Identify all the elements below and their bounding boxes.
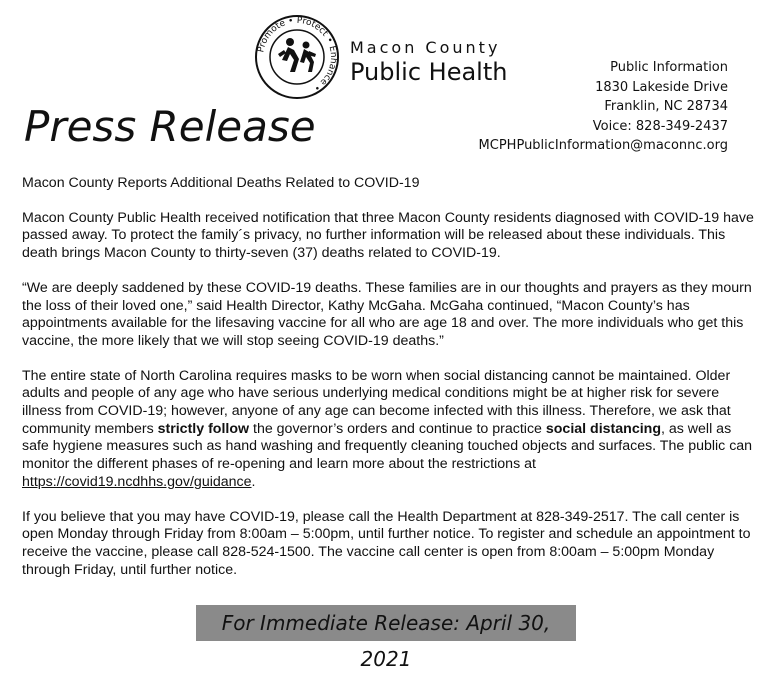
release-date-banner: For Immediate Release: April 30, 2021 (196, 605, 576, 641)
paragraph-1: Macon County Public Health received notification that three Macon County residents diagnosed with COVID-19 have passed away. To protect the family´s privacy, no further information will be released about these individuals. This death brings Macon County to thirty-seven (37) deaths related to COVID-19. (22, 209, 754, 262)
contact-block (479, 58, 728, 156)
contact-email: MCPHPublicInformation@maconnc.org (478, 138, 728, 153)
paragraph-3 (22, 368, 758, 492)
paragraph-3-bold-1: strictly follow (157, 420, 250, 437)
paragraph-3-bold-2: social distancing (545, 420, 661, 437)
paragraph-2: “We are deeply saddened by these COVID-19 deaths. These families are in our thoughts and prayers as they mourn the loss of their loved one,” said Health Director, Kathy McGaha. McGaha continued, “Macon County’s has appointments available for the lifesaving vaccine for all who are age 18 and over. The more individuals who get this vaccine, the more likely that we will stop seeing COVID-19 deaths.” (22, 279, 752, 349)
paragraph-3-text-a: The entire state of North Carolina requires masks to be worn when social distancing cannot be maintained. Older adults and people of any age who have serious underlying medical conditions might be at higher risk for severe illness from COVID-19; however, anyone of any age can become infected with this illness. Therefore, we ask that community members (22, 367, 731, 437)
contact-phone: Voice: 828-349-2437 (592, 118, 728, 134)
org-name-line2: Public Health (350, 58, 508, 86)
paragraph-4: If you believe that you may have COVID-19, please call the Health Department at 828-349-2517. The call center is open Monday through Friday from 8:00am – 5:00pm, until further notice. To register and schedule an appointment to receive the vaccine, please call 828-524-1500. The vaccine call center is open from 8:00am – 5:00pm Monday through Friday, until further notice. (22, 508, 751, 578)
org-name-line1: Macon County (350, 38, 501, 57)
contact-street: 1830 Lakeside Drive (595, 79, 728, 95)
svg-text:Promote • Protect • Enhance •: Promote • Protect • Enhance • (256, 15, 339, 93)
paragraph-3-text-c: , as well as safe hygiene measures such as hand washing and frequently cleaning touched objects and surfaces. The public can monitor the different phases of re-opening and learn more about the restrictions at (22, 420, 753, 473)
paragraph-3-text-b: the governor’s orders and continue to practice (249, 420, 546, 437)
headline: Macon County Reports Additional Deaths Related to COVID-19 (22, 175, 420, 191)
paragraph-3-end: . (251, 473, 256, 490)
page-title: Press Release (24, 102, 316, 151)
contact-city: Franklin, NC 28734 (604, 99, 728, 114)
contact-dept: Public Information (610, 60, 728, 75)
guidance-link[interactable]: https://covid19.ncdhhs.gov/guidance (22, 473, 252, 490)
press-release-body (22, 175, 758, 596)
public-health-seal-logo (254, 14, 340, 100)
running-figures-icon (278, 38, 316, 72)
